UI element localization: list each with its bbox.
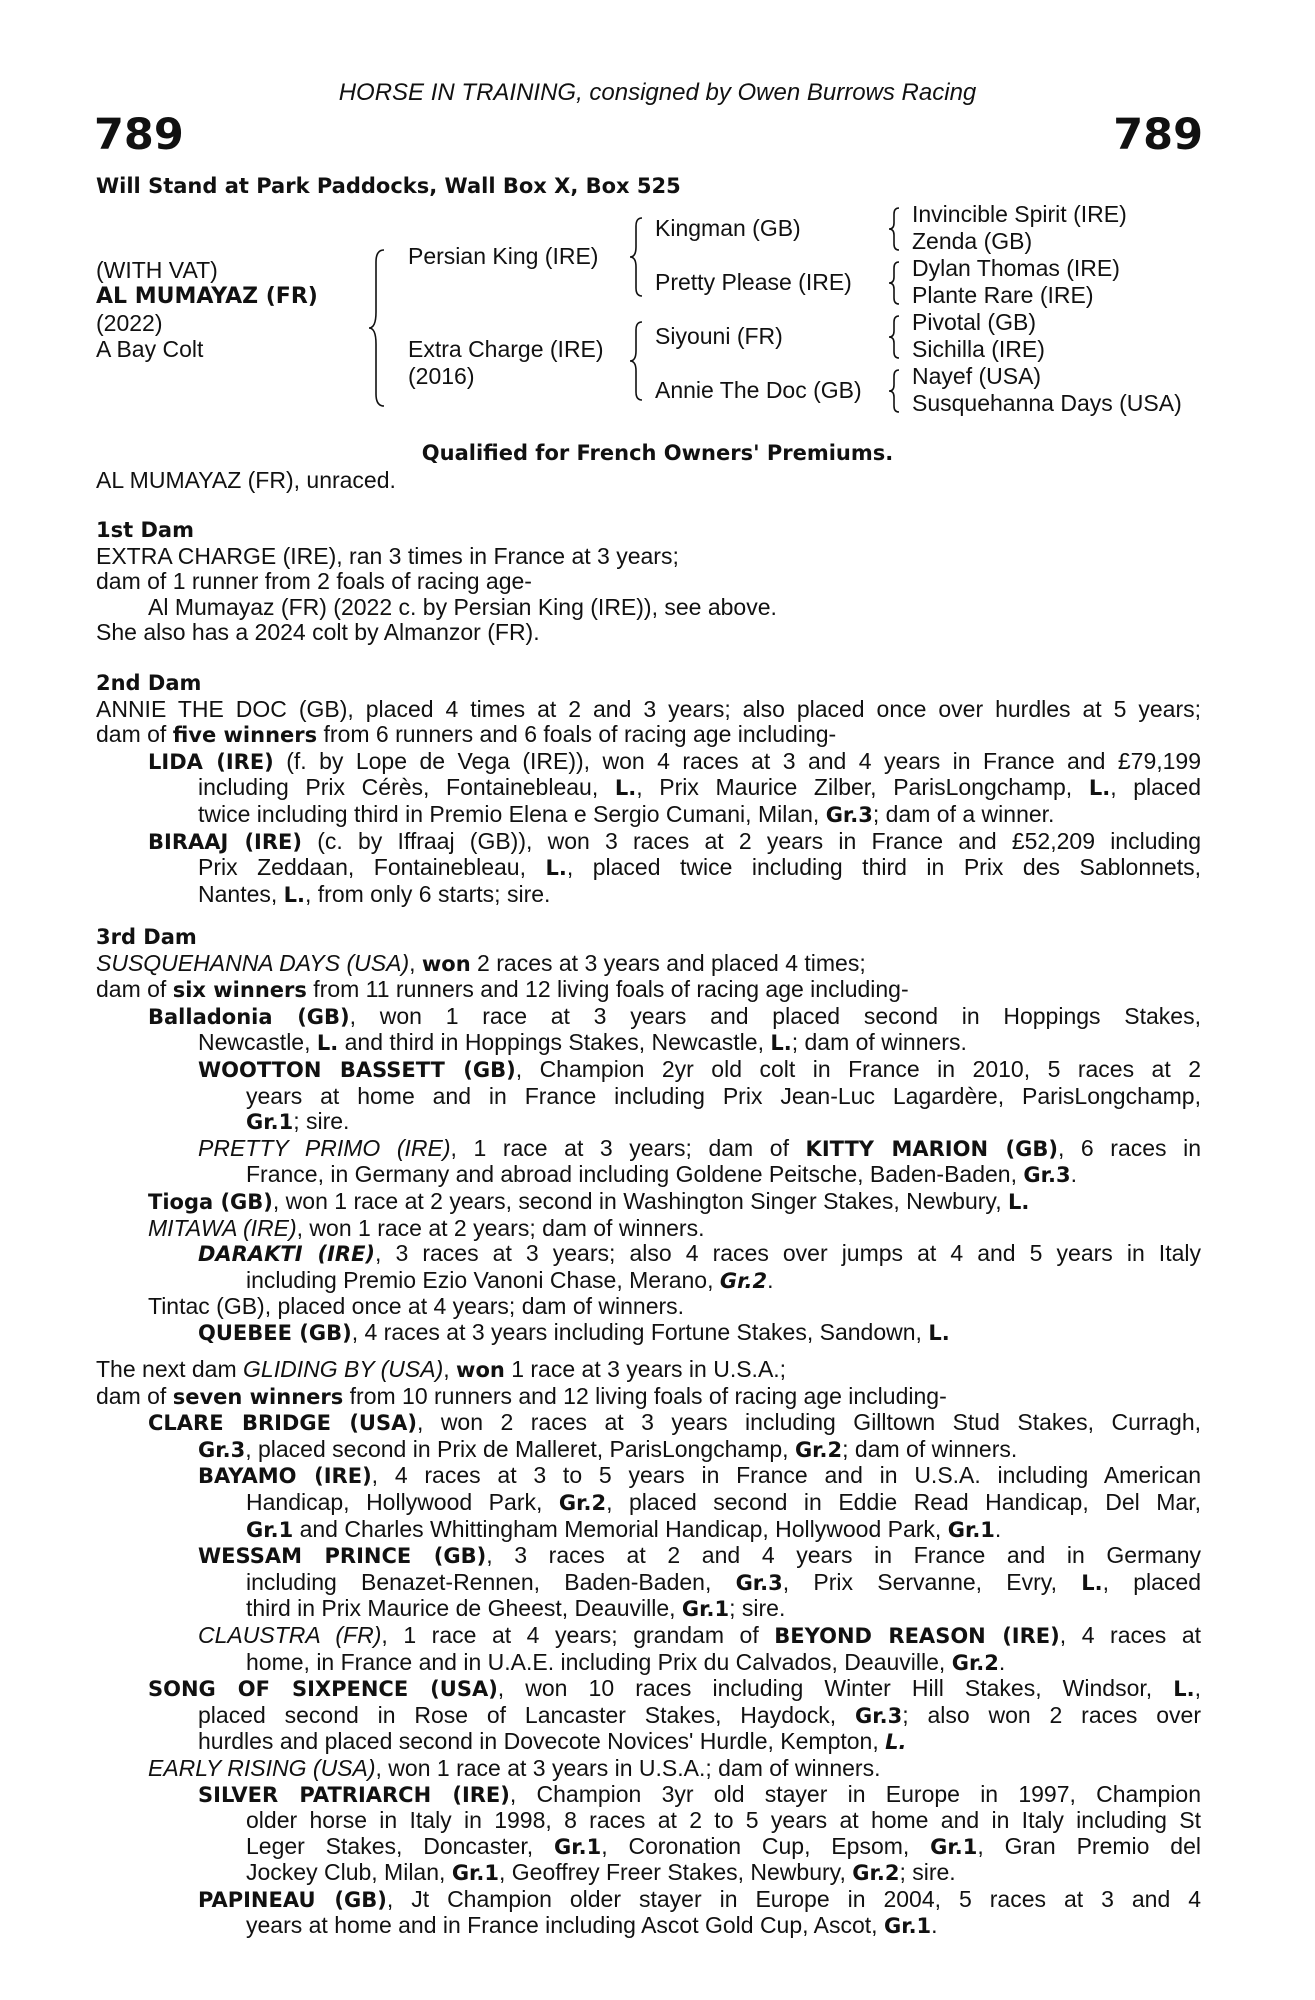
consignment-line: HORSE IN TRAINING, consigned by Owen Burrows Racing bbox=[338, 79, 977, 106]
progeny-name: EARLY RISING (USA) bbox=[148, 1754, 376, 1781]
progeny-entry: Balladonia (GB), won 1 race at 3 years and placed second in Hoppings Stakes, bbox=[148, 1002, 1201, 1029]
progeny-entry: SILVER PATRIARCH (IRE), Champion 3yr old stayer in Europe in 1997, Champion bbox=[198, 1780, 1201, 1807]
stand-location: Will Stand at Park Paddocks, Wall Box X, Box 525 bbox=[96, 174, 681, 198]
pedigree-ggs6: Sichilla (IRE) bbox=[912, 336, 1045, 362]
progeny-entry: PAPINEAU (GB), Jt Champion older stayer in Europe in 2004, 5 races at 3 and 4 bbox=[198, 1885, 1202, 1912]
third-dam-heading: 3rd Dam bbox=[96, 925, 197, 949]
progeny-entry: Tioga (GB), won 1 race at 2 years, second in Washington Singer Stakes, Newbury, L. bbox=[148, 1187, 1030, 1214]
next-dam-line: dam of seven winners from 10 runners and 12 living foals of racing age including- bbox=[96, 1382, 947, 1409]
pedigree-bracket-gs2 bbox=[888, 260, 902, 306]
pedigree-gs2: Pretty Please (IRE) bbox=[655, 269, 852, 295]
pedigree-ggs3: Dylan Thomas (IRE) bbox=[912, 255, 1120, 281]
progeny-entry: BIRAAJ (IRE) (c. by Iffraaj (GB)), won 3 races at 2 years in France and £52,209 including bbox=[148, 827, 1201, 854]
progeny-entry-cont: home, in France and in U.A.E. including Prix du Calvados, Deauville, Gr.2. bbox=[246, 1648, 1006, 1675]
third-dam-line: SUSQUEHANNA DAYS (USA), won 2 races at 3 years and placed 4 times; bbox=[96, 949, 866, 976]
progeny-name: LIDA (IRE) bbox=[148, 749, 274, 774]
progeny-entry-cont: France, in Germany and abroad including Goldene Peitsche, Baden-Baden, Gr.3. bbox=[246, 1161, 1077, 1188]
progeny-entry: PRETTY PRIMO (IRE), 1 race at 3 years; dam of KITTY MARION (GB), 6 races in bbox=[198, 1134, 1202, 1161]
progeny-entry-cont: Gr.1 and Charles Whittingham Memorial Handicap, Hollywood Park, Gr.1. bbox=[246, 1515, 1002, 1542]
progeny-entry: SONG OF SIXPENCE (USA), won 10 races including Winter Hill Stakes, Windsor, L., bbox=[148, 1675, 1201, 1702]
progeny-entry: CLAUSTRA (FR), 1 race at 4 years; grandam of BEYOND REASON (IRE), 4 races at bbox=[198, 1621, 1202, 1648]
pedigree-bracket-gs1 bbox=[888, 206, 902, 252]
lot-number-left: 789 bbox=[94, 110, 184, 160]
progeny-entry-cont: Nantes, L., from only 6 starts; sire. bbox=[198, 880, 551, 907]
second-dam-line: ANNIE THE DOC (GB), placed 4 times at 2 and 3 years; also placed once over hurdles at 5 years; bbox=[96, 695, 1201, 722]
progeny-entry-cont: twice including third in Premio Elena e Sergio Cumani, Milan, Gr.3; dam of a winner. bbox=[198, 800, 1055, 827]
progeny-name: BAYAMO (IRE) bbox=[198, 1464, 372, 1489]
pedigree-dam: Extra Charge (IRE) bbox=[408, 336, 604, 362]
progeny-entry: BAYAMO (IRE), 4 races at 3 to 5 years in France and in U.S.A. including American bbox=[198, 1462, 1201, 1489]
progeny-entry-cont: Handicap, Hollywood Park, Gr.2, placed second in Eddie Read Handicap, Del Mar, bbox=[246, 1488, 1201, 1515]
progeny-entry-cont: Gr.3, placed second in Prix de Malleret, ParisLongchamp, Gr.2; dam of winners. bbox=[198, 1435, 1018, 1462]
progeny-name: SILVER PATRIARCH (IRE) bbox=[198, 1782, 510, 1807]
third-dam-section bbox=[96, 925, 1201, 1347]
progeny-entry: CLARE BRIDGE (USA), won 2 races at 3 years including Gilltown Stud Stakes, Curragh, bbox=[148, 1409, 1202, 1436]
progeny-name: WESSAM PRINCE (GB) bbox=[198, 1544, 487, 1569]
pedigree-dam-year: (2016) bbox=[408, 363, 475, 389]
progeny-entry-cont: placed second in Rose of Lancaster Stakes, Haydock, Gr.3; also won 2 races over bbox=[198, 1701, 1201, 1728]
pedigree-bracket-gs3 bbox=[888, 314, 902, 360]
progeny-entry-cont: years at home and in France including Ascot Gold Cup, Ascot, Gr.1. bbox=[246, 1912, 938, 1939]
progeny-entry-cont: Newcastle, L. and third in Hoppings Stakes, Newcastle, L.; dam of winners. bbox=[198, 1029, 967, 1056]
progeny-entry-cont: Leger Stakes, Doncaster, Gr.1, Coronation Cup, Epsom, Gr.1, Gran Premio del bbox=[246, 1832, 1201, 1859]
pedigree-ggs5: Pivotal (GB) bbox=[912, 309, 1036, 335]
progeny-name: PAPINEAU (GB) bbox=[198, 1887, 387, 1912]
progeny-name: Tioga (GB) bbox=[148, 1189, 273, 1214]
pedigree-sire: Persian King (IRE) bbox=[408, 243, 599, 269]
progeny-entry-cont: Prix Zeddaan, Fontainebleau, L., placed twice including third in Prix des Sablonnets, bbox=[198, 854, 1201, 881]
unraced-note: AL MUMAYAZ (FR), unraced. bbox=[96, 467, 396, 493]
progeny-name: MITAWA (IRE) bbox=[148, 1214, 297, 1241]
pedigree-bracket-sire bbox=[630, 216, 646, 298]
pedigree-ggs1: Invincible Spirit (IRE) bbox=[912, 201, 1127, 227]
progeny-entry: LIDA (IRE) (f. by Lope de Vega (IRE)), won 4 races at 3 and 4 years in France and £79,199 bbox=[148, 747, 1202, 774]
pedigree-gs1: Kingman (GB) bbox=[655, 215, 801, 241]
progeny-entry: Tintac (GB), placed once at 4 years; dam of winners. bbox=[148, 1293, 685, 1320]
third-dam-line: dam of six winners from 11 runners and 12 living foals of racing age including- bbox=[96, 976, 909, 1003]
progeny-entry: MITAWA (IRE), won 1 race at 2 years; dam of winners. bbox=[148, 1214, 705, 1241]
pedigree-bracket-gs4 bbox=[888, 368, 902, 414]
progeny-entry-cont: Gr.1; sire. bbox=[246, 1108, 350, 1135]
progeny-name: QUEBEE (GB) bbox=[198, 1320, 352, 1345]
progeny-name: CLARE BRIDGE (USA) bbox=[148, 1411, 417, 1436]
qualified-note: Qualified for French Owners' Premiums. bbox=[421, 441, 894, 465]
progeny-entry: EARLY RISING (USA), won 1 race at 3 years in U.S.A.; dam of winners. bbox=[148, 1754, 881, 1781]
progeny-name: WOOTTON BASSETT (GB) bbox=[198, 1057, 516, 1082]
first-dam-section bbox=[96, 518, 1201, 646]
progeny-entry: WESSAM PRINCE (GB), 3 races at 2 and 4 years in France and in Germany bbox=[198, 1542, 1201, 1569]
pedigree-gs4: Annie The Doc (GB) bbox=[655, 377, 862, 403]
first-dam-line: Al Mumayaz (FR) (2022 c. by Persian King (IRE)), see above. bbox=[148, 593, 777, 620]
second-dam-heading: 2nd Dam bbox=[96, 671, 202, 695]
horse-name: AL MUMAYAZ (FR) bbox=[96, 284, 318, 309]
horse-year: (2022) bbox=[96, 310, 163, 336]
progeny-entry-cont: Jockey Club, Milan, Gr.1, Geoffrey Freer Stakes, Newbury, Gr.2; sire. bbox=[246, 1859, 956, 1886]
first-dam-line: She also has a 2024 colt by Almanzor (FR). bbox=[96, 619, 540, 646]
progeny-name: PRETTY PRIMO (IRE) bbox=[198, 1134, 451, 1161]
first-dam-heading: 1st Dam bbox=[96, 518, 194, 542]
next-dam-section bbox=[96, 1357, 1201, 1940]
pedigree-ggs2: Zenda (GB) bbox=[912, 228, 1033, 254]
pedigree-bracket-dam bbox=[630, 320, 646, 402]
progeny-entry: DARAKTI (IRE), 3 races at 3 years; also 4 races over jumps at 4 and 5 years in Italy bbox=[198, 1240, 1201, 1267]
horse-description: A Bay Colt bbox=[96, 336, 204, 362]
pedigree-ggs4: Plante Rare (IRE) bbox=[912, 282, 1094, 308]
progeny-entry-cont: older horse in Italy in 1998, 8 races at 2 to 5 years at home and in Italy including St bbox=[246, 1807, 1201, 1834]
first-dam-line: EXTRA CHARGE (IRE), ran 3 times in France at 3 years; bbox=[96, 542, 679, 569]
progeny-name: CLAUSTRA (FR) bbox=[198, 1621, 382, 1648]
progeny-name: Balladonia (GB) bbox=[148, 1004, 350, 1029]
progeny-entry-cont: including Premio Ezio Vanoni Chase, Merano, Gr.2. bbox=[246, 1266, 774, 1293]
progeny-entry: WOOTTON BASSETT (GB), Champion 2yr old colt in France in 2010, 5 races at 2 bbox=[198, 1055, 1201, 1082]
lot-number-right: 789 bbox=[1113, 110, 1203, 160]
progeny-entry: QUEBEE (GB), 4 races at 3 years including Fortune Stakes, Sandown, L. bbox=[198, 1318, 950, 1345]
progeny-entry-cont: hurdles and placed second in Dovecote Novices' Hurdle, Kempton, L. bbox=[198, 1728, 907, 1755]
progeny-entry-cont: years at home and in France including Prix Jean-Luc Lagardère, ParisLongchamp, bbox=[246, 1082, 1201, 1109]
progeny-entry-cont: third in Prix Maurice de Gheest, Deauville, Gr.1; sire. bbox=[246, 1595, 786, 1622]
progeny-name: BIRAAJ (IRE) bbox=[148, 829, 302, 854]
pedigree-ggs7: Nayef (USA) bbox=[912, 363, 1042, 389]
second-dam-line: dam of five winners from 6 runners and 6 foals of racing age including- bbox=[96, 721, 837, 748]
progeny-entry-cont: including Benazet-Rennen, Baden-Baden, Gr.3, Prix Servanne, Evry, L., placed bbox=[246, 1568, 1201, 1595]
horse-vat: (WITH VAT) bbox=[96, 257, 218, 283]
progeny-entry-cont: including Prix Cérès, Fontainebleau, L., Prix Maurice Zilber, ParisLongchamp, L., placed bbox=[198, 774, 1201, 801]
next-dam-line: The next dam GLIDING BY (USA), won 1 race at 3 years in U.S.A.; bbox=[96, 1356, 787, 1382]
second-dam-section bbox=[96, 671, 1201, 908]
pedigree-gs3: Siyouni (FR) bbox=[655, 323, 783, 349]
pedigree-ggs8: Susquehanna Days (USA) bbox=[912, 390, 1182, 416]
progeny-name: DARAKTI (IRE) bbox=[198, 1242, 376, 1267]
progeny-name: SONG OF SIXPENCE (USA) bbox=[148, 1677, 498, 1702]
pedigree-bracket-main bbox=[368, 248, 388, 408]
first-dam-line: dam of 1 runner from 2 foals of racing age- bbox=[96, 568, 532, 595]
